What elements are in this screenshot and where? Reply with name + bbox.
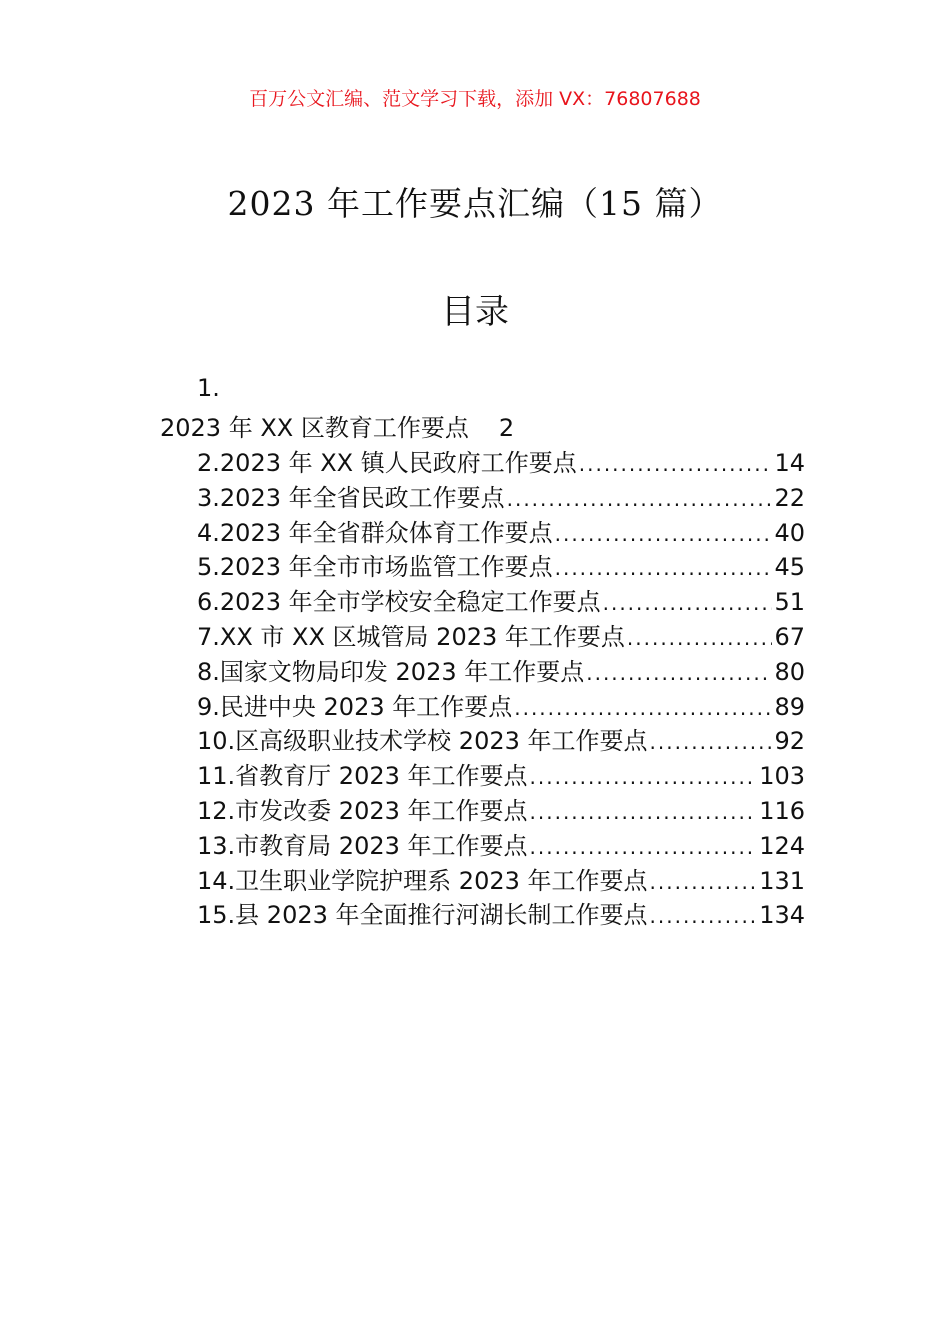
document-title: 2023 年工作要点汇编（15 篇） (227, 184, 723, 223)
toc-dot-leader (514, 696, 772, 720)
toc-dot-leader (650, 870, 758, 894)
toc-entry-8[interactable] (197, 652, 805, 687)
toc-dot-leader (650, 904, 758, 928)
toc-entry-2[interactable] (197, 443, 805, 478)
toc-page-number: 67 (774, 622, 805, 651)
toc-entry-1[interactable] (160, 408, 514, 443)
toc-dot-leader (627, 626, 773, 650)
toc-entry-1-number[interactable]: 1. (197, 374, 220, 402)
toc-dot-leader (530, 765, 758, 789)
toc-entry-text: 12.市发改委 2023 年工作要点 (197, 796, 528, 825)
toc-entry-13[interactable] (197, 826, 805, 861)
toc-entry-text: 11.省教育厅 2023 年工作要点 (197, 762, 528, 791)
toc-entry-text: 4.2023 年全省群众体育工作要点 (197, 518, 553, 547)
toc-entry-4[interactable] (197, 513, 805, 548)
toc-entry-text: 14.卫生职业学院护理系 2023 年工作要点 (197, 866, 648, 895)
toc-entry-text: 6.2023 年全市学校安全稳定工作要点 (197, 588, 601, 617)
toc-dot-leader (555, 556, 773, 580)
toc-page-number: 131 (759, 866, 805, 895)
toc-dot-leader (530, 835, 758, 859)
toc-dot-leader (530, 800, 758, 824)
toc-entry-text: 2023 年 XX 区教育工作要点 (160, 414, 469, 442)
toc-entry-text: 8.国家文物局印发 2023 年工作要点 (197, 657, 585, 686)
toc-page-number: 89 (774, 692, 805, 721)
toc-page-number: 2 (498, 414, 515, 442)
toc-entry-6[interactable] (197, 582, 805, 617)
toc-dot-leader (586, 661, 772, 685)
toc-page-number: 14 (774, 449, 805, 477)
toc-entry-text: 10.区高级职业技术学校 2023 年工作要点 (197, 727, 648, 756)
toc-dot-leader (603, 591, 773, 615)
toc-dot-leader (507, 487, 773, 511)
toc-entry-15[interactable] (197, 895, 805, 930)
toc-page-number: 40 (774, 518, 805, 547)
toc-page-number: 103 (759, 762, 805, 791)
toc-page-number: 22 (774, 483, 805, 512)
toc-entry-text: 13.市教育局 2023 年工作要点 (197, 831, 528, 860)
toc-entry-text: 15.县 2023 年全面推行河湖长制工作要点 (197, 901, 648, 930)
toc-entry-text: 9.民进中央 2023 年工作要点 (197, 692, 513, 721)
toc-dot-leader (555, 522, 773, 546)
toc-entry-text: 7.XX 市 XX 区城管局 2023 年工作要点 (197, 622, 625, 651)
toc-page-number: 116 (759, 796, 805, 825)
toc-page-number: 134 (759, 901, 805, 930)
toc-heading: 目录 (441, 292, 509, 332)
toc-page-number: 92 (774, 727, 805, 756)
toc-entry-9[interactable] (197, 687, 805, 722)
toc-entry-5[interactable] (197, 547, 805, 582)
toc-page-number: 80 (774, 657, 805, 686)
toc-entry-text: 3.2023 年全省民政工作要点 (197, 483, 505, 512)
toc-entry-11[interactable] (197, 756, 805, 791)
toc-entry-14[interactable] (197, 861, 805, 896)
toc-page-number: 51 (774, 588, 805, 617)
promo-banner: 百万公文汇编、范文学习下载，添加 VX：76807688 (249, 88, 701, 110)
toc-entry-7[interactable] (197, 617, 805, 652)
toc-entry-text: 5.2023 年全市市场监管工作要点 (197, 553, 553, 582)
toc-dot-leader (579, 452, 773, 476)
toc-entry-10[interactable] (197, 721, 805, 756)
toc-entry-12[interactable] (197, 791, 805, 826)
toc-entry-3[interactable] (197, 478, 805, 513)
toc-page-number: 45 (774, 553, 805, 582)
toc-list (197, 443, 805, 930)
toc-dot-leader (650, 730, 773, 754)
toc-entry-text: 2.2023 年 XX 镇人民政府工作要点 (197, 449, 577, 477)
toc-page-number: 124 (759, 831, 805, 860)
